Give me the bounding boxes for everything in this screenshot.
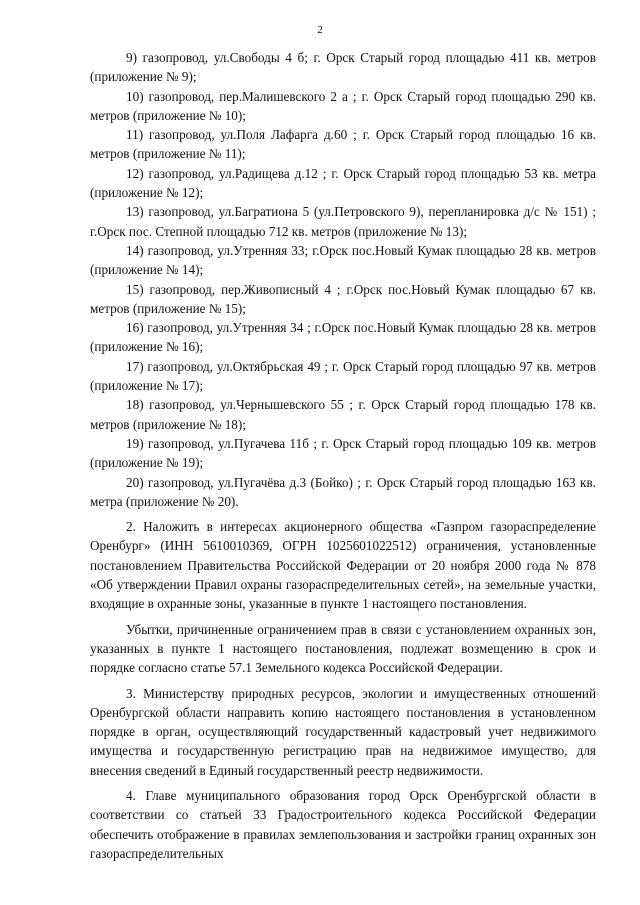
list-item-9: 9) газопровод, ул.Свободы 4 б; г. Орск Старый город площадью 411 кв. метров (приложение № 9); xyxy=(90,50,596,85)
list-item-14: 14) газопровод, ул.Утренняя 33; г.Орск пос.Новый Кумак площадью 28 кв. метров (приложение № 14); xyxy=(90,242,596,278)
clause-2-paragraph: 2. Наложить в интересах акционерного общества «Газпром газораспределение Оренбург» (ИНН 5610010369, ОГРН 1025601022512) ограничения, установленные постановлением Правительства Российской Федерации от 20 ноября 2000 года № 878 «Об утверждении Правил охраны газораспределительных сетей», на земельные участки, входящие в охранные зоны, указанные в пункте 1 настоящего постановления. xyxy=(90,519,596,612)
clause-4-paragraph: 4. Главе муниципального образования город Орск Оренбургской области в соответствии со статьей 33 Градостроительного кодекса Российской Федерации обеспечить отображение в правилах землепользования и застройки границ охранных зон газораспределительных xyxy=(90,787,596,861)
list-item-15: 15) газопровод, пер.Живописный 4 ; г.Орск пос.Новый Кумак площадью 67 кв. метров (приложение № 15); xyxy=(90,281,596,316)
list-item-13: 13) газопровод, ул.Багратиона 5 (ул.Петровского 9), перепланировка д/с № 151) ; г.Орск пос. Степной площадью 712 кв. метров (приложение № 13); xyxy=(90,204,596,239)
list-item-16: 16) газопровод, ул.Утренняя 34 ; г.Орск пос.Новый Кумак площадью 28 кв. метров (приложение № 16); xyxy=(90,320,596,355)
list-item-11: 11) газопровод, ул.Поля Лафарга д.60 ; г. Орск Старый город площадью 16 кв. метров (приложение № 11); xyxy=(90,127,596,162)
losses-paragraph: Убытки, причиненные ограничением прав в связи с установлением охранных зон, указанных в пункте 1 настоящего постановления, подлежат возмещению в срок и порядке согласно статье 57.1 Земельного кодекса Российской Федерации. xyxy=(90,621,596,676)
list-item-19: 19) газопровод, ул.Пугачева 11б ; г. Орск Старый город площадью 109 кв. метров (приложение № 19); xyxy=(90,435,596,471)
page-number: 2 xyxy=(317,24,323,36)
list-item-12: 12) газопровод, ул.Радищева д.12 ; г. Орск Старый город площадью 53 кв. метра (приложение № 12); xyxy=(90,165,596,201)
list-item-10: 10) газопровод, пер.Малишевского 2 а ; г. Орск Старый город площадью 290 кв. метров (приложение № 10); xyxy=(90,88,596,123)
list-item-18: 18) газопровод, ул.Чернышевского 55 ; г. Орск Старый город площадью 178 кв. метров (приложение № 18); xyxy=(90,397,596,432)
list-item-17: 17) газопровод, ул.Октябрьская 49 ; г. Орск Старый город площадью 97 кв. метров (приложение № 17); xyxy=(90,358,596,394)
list-item-20: 20) газопровод, ул.Пугачёва д.3 (Бойко) ; г. Орск Старый город площадью 163 кв. метра (приложение № 20). xyxy=(90,474,596,509)
document-body xyxy=(90,48,596,863)
clause-3-paragraph: 3. Министерству природных ресурсов, экологии и имущественных отношений Оренбургской области направить копию настоящего постановления в установленном порядке в орган, осуществляющий государственный кадастровый учет недвижимого имущества и государственную регистрацию прав на недвижимое имущество, для внесения сведений в Единый государственный реестр недвижимости. xyxy=(90,685,596,778)
